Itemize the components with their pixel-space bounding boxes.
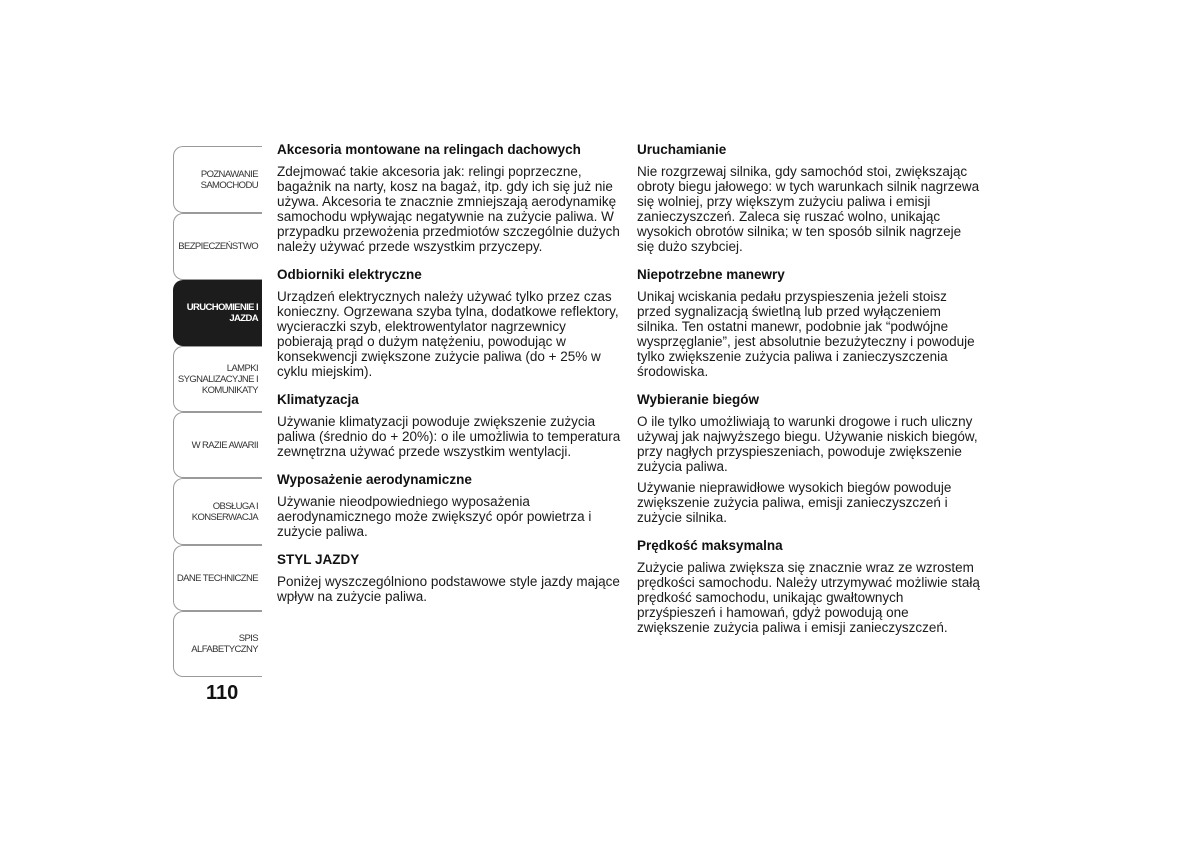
tab-spis-alfabetyczny[interactable]	[173, 611, 262, 677]
tab-label: SPIS ALFABETYCZNY	[191, 633, 258, 655]
tab-lampki-sygnalizacyjne[interactable]	[173, 346, 262, 412]
page-number: 110	[206, 682, 239, 704]
right-column	[637, 142, 982, 648]
section-heading: Niepotrzebne manewry	[637, 267, 785, 282]
tab-label: OBSŁUGA I KONSERWACJA	[191, 500, 258, 523]
section-paragraph: Używanie nieodpowiedniego wyposażenia aerodynamicznego może zwiększyć opór powietrza i zużycie paliwa.	[277, 494, 592, 539]
section-heading: Odbiorniki elektryczne	[277, 267, 422, 282]
tab-poznawanie-samochodu[interactable]	[173, 146, 262, 213]
section-paragraph: Poniżej wyszczególniono podstawowe style jazdy mające wpływ na zużycie paliwa.	[277, 574, 620, 604]
section-heading: Wybieranie biegów	[637, 392, 760, 407]
tab-obsluga-i-konserwacja[interactable]	[173, 478, 262, 545]
section-paragraph: Nie rozgrzewaj silnika, gdy samochód stoi, zwiększając obroty biegu jałowego: w tych warunkach silnik nagrzewa się wolniej, przy większym zużyciu paliwa i emisji zanieczyszczeń. Zaleca się ruszać wolno, unikając wysokich obrotów silnika; w ten sposób silnik nagrzeje się dużo szybciej.	[637, 164, 980, 254]
section-paragraph: O ile tylko umożliwiają to warunki drogowe i ruch uliczny używaj jak najwyższego biegu. Używanie niskich biegów, przy nagłych przyspieszeniach, powoduje zwiększenie zużycia paliwa.	[637, 414, 978, 474]
tab-label: POZNAWANIE SAMOCHODU	[200, 168, 258, 191]
section-heading: Akcesoria montowane na relingach dachowych	[277, 142, 581, 157]
section-max-speed	[637, 538, 982, 635]
section-heading: Klimatyzacja	[277, 392, 359, 407]
section-roof-accessories	[277, 142, 622, 254]
left-column	[277, 142, 622, 617]
section-paragraph: Unikaj wciskania pedału przyspieszenia jeżeli stoisz przed sygnalizacją świetlną lub przed wyłączeniem silnika. Ten ostatni manewr, podobnie jak “podwójne wysprzęglanie”, jest absolutnie bezużyteczny i powoduje tylko zwiększenie zużycia paliwa i zanieczyszczenia środowiska.	[637, 289, 975, 379]
section-heading: Uruchamianie	[637, 142, 727, 157]
section-paragraph: Zdejmować takie akcesoria jak: relingi poprzeczne, bagażnik na narty, kosz na bagaż, itp. gdy ich się już nie używa. Akcesoria te znacznie zmniejszają aerodynamikę samochodu wpływając negatywnie na zużycie paliwa. W przypadku przewożenia przedmiotów szczególnie dużych należy używać przede wszystkim przyczepy.	[277, 164, 620, 254]
section-starting	[637, 142, 982, 254]
section-heading: STYL JAZDY	[277, 552, 360, 567]
tab-dane-techniczne[interactable]	[173, 545, 262, 611]
section-unnecessary-maneuvers	[637, 267, 982, 379]
section-air-conditioning	[277, 392, 622, 459]
section-driving-style	[277, 552, 622, 604]
section-aerodynamic-equipment	[277, 472, 622, 539]
tab-w-razie-awarii[interactable]	[173, 412, 262, 478]
section-paragraph: Urządzeń elektrycznych należy używać tylko przez czas konieczny. Ogrzewana szyba tylna, dodatkowe reflektory, wycieraczki szyb, elektrowentylator nagrzewnicy pobierają prąd o dużym natężeniu, powodując w konsekwencji zwiększone zużycie paliwa (do + 25% w cyklu miejskim).	[277, 289, 619, 379]
section-paragraph: Używanie klimatyzacji powoduje zwiększenie zużycia paliwa (średnio do + 20%): o ile umożliwia to temperatura zewnętrzna używać przede wszystkim wentylacji.	[277, 414, 621, 459]
tab-label: DANE TECHNICZNE	[176, 572, 258, 584]
tab-bezpieczenstwo[interactable]	[173, 213, 262, 280]
section-heading: Prędkość maksymalna	[637, 538, 783, 553]
section-paragraph: Zużycie paliwa zwiększa się znacznie wraz ze wzrostem prędkości samochodu. Należy utrzymywać możliwie stałą prędkość samochodu, unikając gwałtownych przyśpieszeń i hamowań, gdyż powodują one zwiększenie zużycia paliwa i emisji zanieczyszczeń.	[637, 560, 980, 635]
tab-label: W RAZIE AWARII	[191, 439, 258, 451]
section-electrical-devices	[277, 267, 622, 379]
section-heading: Wyposażenie aerodynamiczne	[277, 472, 472, 487]
section-paragraph: Używanie nieprawidłowe wysokich biegów powoduje zwiększenie zużycia paliwa, emisji zanieczyszczeń i zużycie silnika.	[637, 480, 952, 525]
tab-uruchomienie-i-jazda[interactable]	[173, 280, 262, 346]
tab-label: LAMPKI SYGNALIZACYJNE I KOMUNIKATY	[177, 362, 258, 396]
tab-label: BEZPIECZEŃSTWO	[178, 241, 258, 252]
tab-label: URUCHOMIENIE I JAZDA	[186, 302, 258, 324]
section-gear-selection	[637, 392, 982, 525]
